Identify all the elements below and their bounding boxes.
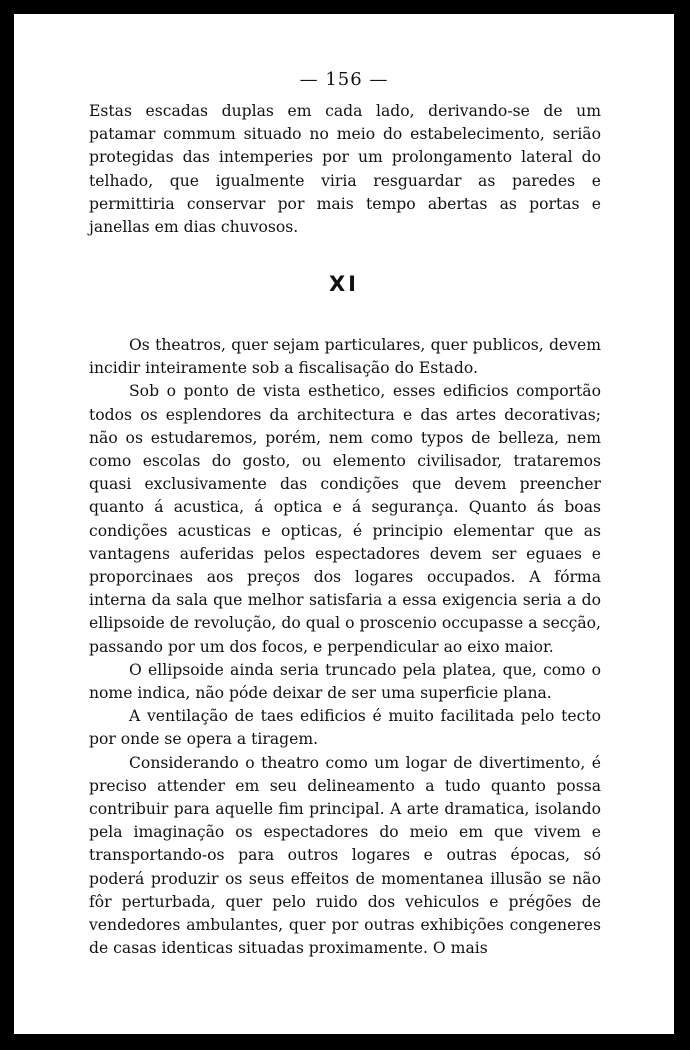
- paragraph: Sob o ponto de vista esthetico, esses edificios comportão todos os esplendores da architectura e das artes decorativas; não os estudaremos, porém, nem como typos de belleza, nem como escolas do gosto, ou elemento civilisador, trataremos quasi exclusivamente das condições que devem preencher quanto á acustica, á optica e á segurança. Quanto ás boas condições acusticas e opticas, é principio elementar que as vantagens auferidas pelos espectadores devem ser eguaes e proporcinaes aos preços dos logares occupados. A fórma interna da sala que melhor satisfaria a essa exigencia seria a do ellipsoide de revolução, do qual o proscenio occupasse a secção, passando por um dos focos, e perpendicular ao eixo maior.: [89, 382, 601, 656]
- paragraph: Considerando o theatro como um logar de divertimento, é preciso attender em seu delineamento a tudo quanto possa contribuir para aquelle fim principal. A arte dramatica, isolando pela imaginação os espectadores do meio em que vivem e transportando-os para outros logares e outras épocas, só poderá produzir os seus effeitos de momentanea illusão se não fôr perturbada, quer pelo ruido dos vehiculos e prégões de vendedores ambulantes, quer por outras exhibições congeneres de casas identicas situadas proximamente. O mais: [89, 753, 601, 958]
- paragraph: Estas escadas duplas em cada lado, derivando-se de um patamar commum situado no meio do estabelecimento, serião protegidas das intemperies por um prolongamento lateral do telhado, que igualmente viria resguardar as paredes e permittiria conservar por mais tempo abertas as portas e janellas em dias chuvosos.: [89, 102, 601, 237]
- paragraph: A ventilação de taes edificios é muito facilitada pelo tecto por onde se opera a tiragem.: [89, 707, 601, 749]
- section-body: [89, 334, 601, 960]
- paragraph: O ellipsoide ainda seria truncado pela platea, que, como o nome indica, não póde deixar de ser uma superficie plana.: [89, 660, 601, 703]
- intro-text: [89, 100, 601, 239]
- paragraph: Os theatros, quer sejam particulares, quer publicos, devem incidir inteiramente sob a fiscalisação do Estado.: [89, 336, 601, 378]
- page-number: — 156 —: [299, 69, 389, 90]
- section-heading: XI: [328, 272, 359, 296]
- document-page: [14, 14, 674, 1034]
